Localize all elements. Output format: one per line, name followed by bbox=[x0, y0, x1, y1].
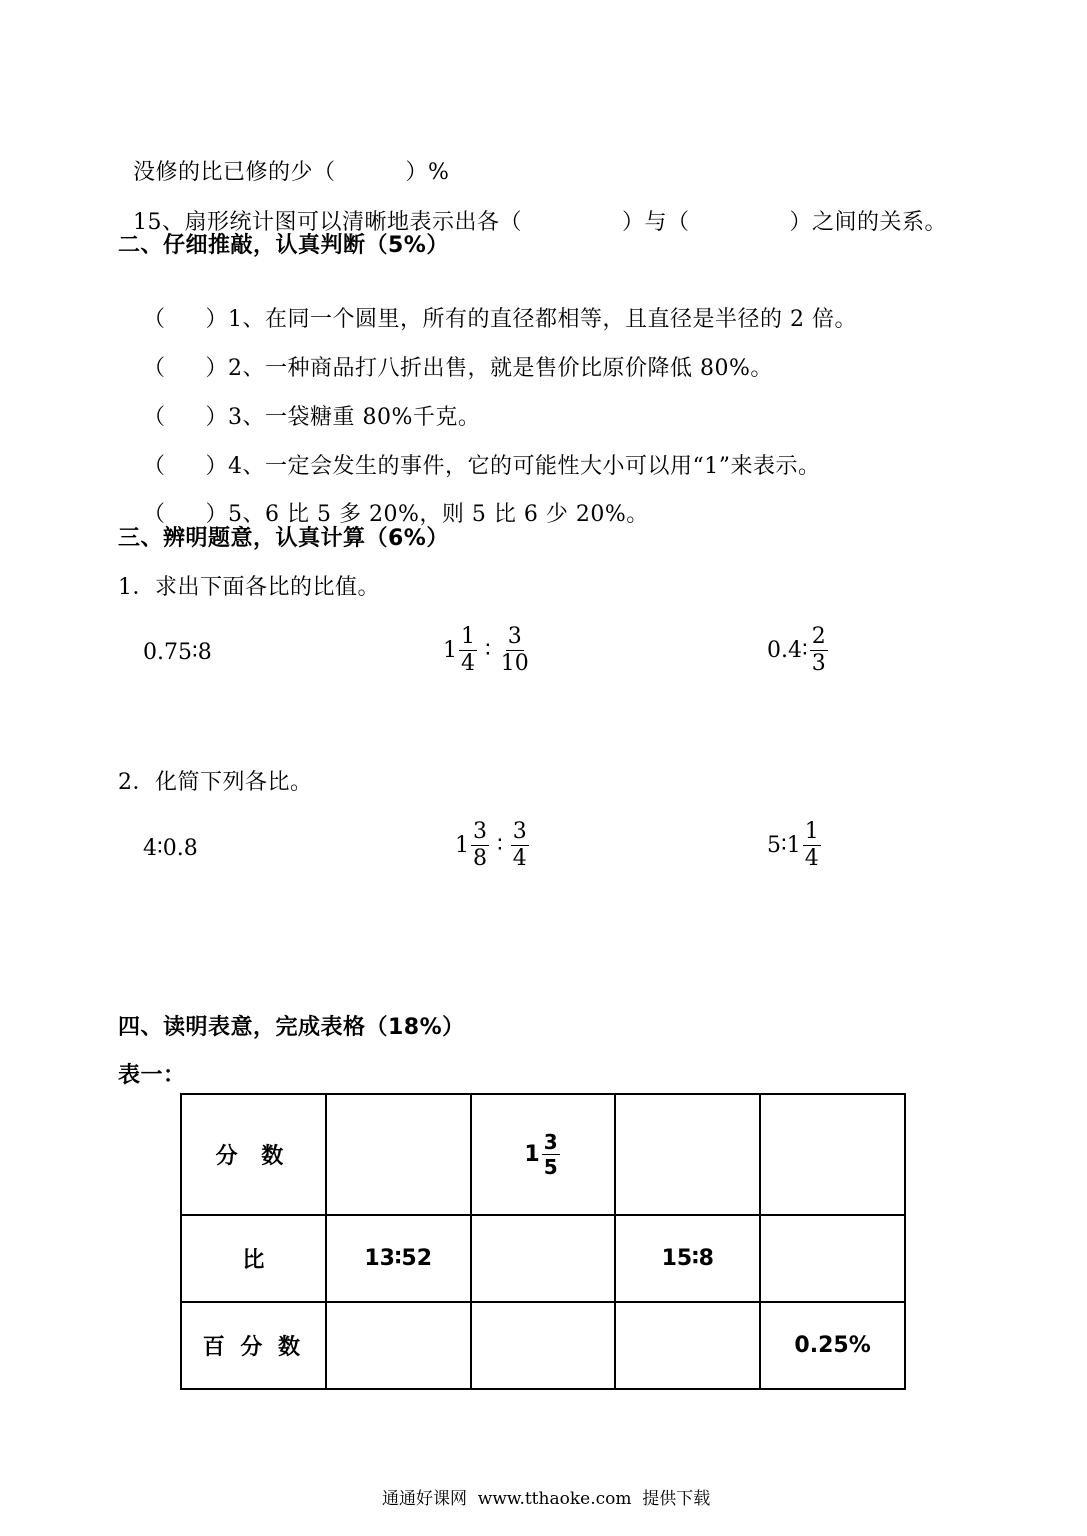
table-cell-blank[interactable] bbox=[615, 1094, 760, 1215]
numerator: 3 bbox=[512, 819, 527, 844]
fraction bbox=[810, 626, 828, 675]
section-4-heading: 四、读明表意，完成表格（18%） bbox=[118, 1015, 465, 1040]
table-cell: 13∶52 bbox=[326, 1215, 471, 1302]
fraction bbox=[542, 1130, 560, 1180]
q15-tail: ）之间的关系。 bbox=[789, 210, 948, 235]
ratio-expression bbox=[767, 821, 823, 870]
mixed-number bbox=[473, 1130, 614, 1180]
ratio-expression bbox=[443, 626, 533, 675]
row-header-ratio: 比 bbox=[181, 1215, 326, 1302]
judge-item-text: ）5、6 比 5 多 20%，则 5 比 6 少 20%。 bbox=[205, 502, 649, 527]
table-cell-blank[interactable] bbox=[326, 1302, 471, 1389]
table-cell-blank[interactable] bbox=[471, 1215, 616, 1302]
denominator: 3 bbox=[811, 651, 826, 676]
judge-item-text: ）3、一袋糖重 80%千克。 bbox=[205, 405, 481, 430]
judge-item-text: ）4、一定会发生的事件，它的可能性大小可以用“1”来表示。 bbox=[205, 454, 821, 479]
numerator: 3 bbox=[507, 624, 522, 649]
numerator: 3 bbox=[543, 1130, 558, 1155]
q15-mid: ）与（ bbox=[622, 210, 690, 235]
question-14-tail bbox=[118, 130, 449, 186]
mixed-whole: 1 bbox=[455, 833, 469, 858]
section-3-heading: 三、辨明题意，认真计算（6%） bbox=[118, 526, 449, 551]
judge-item-text: ）1、在同一个圆里，所有的直径都相等，且直径是半径的 2 倍。 bbox=[205, 307, 857, 332]
numerator: 2 bbox=[811, 624, 826, 649]
ratio-expression: 0.75∶8 bbox=[143, 640, 212, 665]
paren-open: （ bbox=[143, 502, 166, 527]
page-footer: 通通好课网 www.tthaoke.com 提供下载 bbox=[382, 1489, 711, 1509]
denominator: 4 bbox=[461, 651, 475, 676]
denominator: 4 bbox=[804, 846, 819, 871]
paren-open: （ bbox=[143, 454, 166, 479]
row-header-fraction: 分 数 bbox=[181, 1094, 326, 1215]
table-cell-blank[interactable] bbox=[471, 1302, 616, 1389]
judge-item-text: ）2、一种商品打八折出售，就是售价比原价降低 80%。 bbox=[205, 356, 773, 381]
judge-item bbox=[128, 375, 480, 431]
q14-text: 没修的比已修的少（ bbox=[133, 160, 336, 185]
ratio-colon: ∶ bbox=[485, 638, 491, 663]
table-cell-blank[interactable] bbox=[760, 1215, 905, 1302]
table-row bbox=[181, 1094, 905, 1215]
fraction bbox=[511, 821, 529, 870]
q14-close: ）% bbox=[405, 160, 450, 185]
part-2-title: 2．化简下列各比。 bbox=[118, 770, 313, 795]
fraction bbox=[803, 821, 821, 870]
table-cell-blank[interactable] bbox=[326, 1094, 471, 1215]
judge-item bbox=[128, 326, 773, 382]
denominator: 4 bbox=[512, 846, 527, 871]
table-label: 表一： bbox=[118, 1063, 186, 1088]
ratio-left: 5∶1 bbox=[767, 833, 801, 858]
table-cell-blank[interactable] bbox=[615, 1302, 760, 1389]
section-2-heading: 二、仔细推敲，认真判断（5%） bbox=[118, 233, 449, 258]
numerator: 1 bbox=[804, 819, 819, 844]
fraction bbox=[459, 626, 477, 675]
denominator: 5 bbox=[543, 1155, 558, 1180]
paren-open: （ bbox=[143, 307, 166, 332]
ratio-expression bbox=[767, 626, 830, 675]
ratio-expression bbox=[455, 821, 531, 870]
numerator: 1 bbox=[461, 624, 475, 649]
ratio-expression: 4∶0.8 bbox=[143, 836, 198, 861]
ratio-colon: ∶ bbox=[497, 833, 503, 858]
paren-open: （ bbox=[143, 405, 166, 430]
mixed-whole: 1 bbox=[524, 1142, 540, 1168]
q15-text: 15、扇形统计图可以清晰地表示出各（ bbox=[133, 210, 522, 235]
denominator: 10 bbox=[500, 651, 529, 676]
judge-item bbox=[128, 277, 857, 333]
table-row bbox=[181, 1302, 905, 1389]
ratio-left: 0.4∶ bbox=[767, 638, 808, 663]
table-cell-blank[interactable] bbox=[760, 1094, 905, 1215]
mixed-whole: 1 bbox=[443, 638, 457, 663]
denominator: 8 bbox=[473, 846, 487, 871]
numerator: 3 bbox=[473, 819, 487, 844]
fraction bbox=[499, 626, 531, 675]
part-1-title: 1．求出下面各比的比值。 bbox=[118, 575, 380, 600]
table-row bbox=[181, 1215, 905, 1302]
fraction bbox=[471, 821, 489, 870]
row-header-percent: 百 分 数 bbox=[181, 1302, 326, 1389]
answer-table bbox=[180, 1093, 906, 1390]
table-cell: 15∶8 bbox=[615, 1215, 760, 1302]
judge-item bbox=[128, 472, 649, 528]
table-cell: 0.25% bbox=[760, 1302, 905, 1389]
paren-open: （ bbox=[143, 356, 166, 381]
table-cell-fraction bbox=[471, 1094, 616, 1215]
